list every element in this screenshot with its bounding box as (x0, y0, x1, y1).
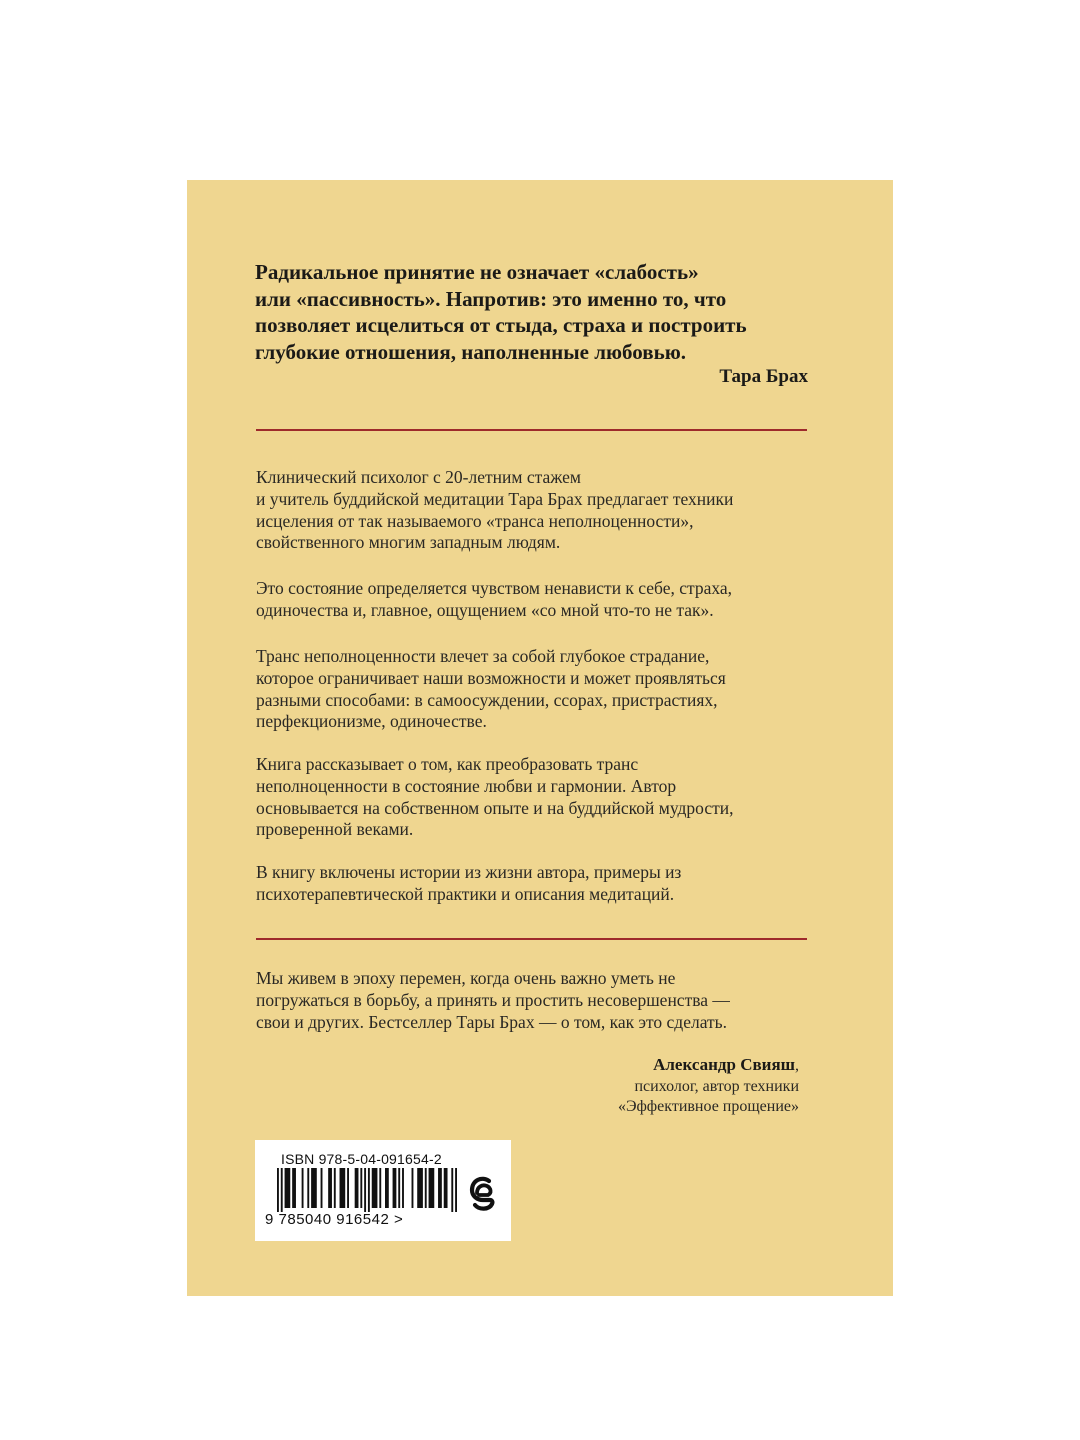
barcode-bar (364, 1168, 366, 1212)
description-paragraph-3: Транс неполноценности влечет за собой глубокое страдание, которое ограничивает наши возможности и может проявляться разными способами: в самоосуждении, ссорах, пристрастиях, перфекционизме, одиночестве. (256, 646, 726, 732)
barcode-bar (285, 1168, 291, 1208)
isbn-label: ISBN 978-5-04-091654-2 (281, 1151, 442, 1167)
barcode-bar (347, 1168, 349, 1208)
endorser-name-suffix: , (795, 1057, 799, 1074)
barcode-bar (281, 1168, 283, 1212)
barcode-bar (451, 1168, 453, 1212)
barcode-bar (444, 1168, 448, 1208)
endorser-role-line-1: психолог, автор техники (634, 1077, 799, 1095)
endorser-block (520, 1054, 799, 1118)
eksmo-logo-icon (468, 1172, 498, 1214)
endorsement-text: Мы живем в эпоху перемен, когда очень важно уметь не погружаться в борьбу, а принять и простить несовершенства — свои и других. Бестселлер Тары Брах — о том, как это сделать. (256, 968, 730, 1032)
barcode (277, 1168, 457, 1212)
barcode-bar (340, 1168, 346, 1208)
description-paragraph-4: Книга рассказывает о том, как преобразовать транс неполноценности в состояние любви и гармонии. Автор основывается на собственном опыте и на буддийской мудрости, проверенной веками. (256, 754, 734, 840)
description-paragraph-5: В книгу включены истории из жизни автора, примеры из психотерапевтической практики и описания медитаций. (256, 862, 682, 904)
barcode-bar (360, 1168, 362, 1208)
barcode-bar (311, 1168, 317, 1208)
barcode-bar (393, 1168, 397, 1208)
barcode-bar (412, 1168, 414, 1208)
barcode-bar (321, 1168, 323, 1208)
quote-author: Тара Брах (719, 366, 808, 387)
barcode-bar (355, 1168, 359, 1208)
barcode-bar (438, 1168, 442, 1208)
barcode-bar (398, 1168, 400, 1208)
endorser-role-line-2: «Эффективное прощение» (617, 1098, 799, 1115)
barcode-bar (368, 1168, 370, 1212)
barcode-bar (379, 1168, 381, 1208)
divider-top (256, 429, 807, 431)
cover-quote: Радикальное принятие не означает «слабость» или «пассивность». Напротив: это именно то, что позволяет исцелиться от стыда, страха и построить глубокие отношения, наполненные любовью. (255, 260, 747, 364)
divider-bottom (256, 938, 807, 940)
barcode-bar (307, 1168, 309, 1208)
barcode-bar (385, 1168, 389, 1208)
barcode-panel (255, 1140, 511, 1241)
endorser-name: Александр Свияш (653, 1055, 795, 1074)
barcode-bar (372, 1168, 378, 1208)
barcode-bar (277, 1168, 279, 1212)
barcode-bar (455, 1168, 457, 1212)
barcode-bar (292, 1168, 296, 1208)
barcode-bar (302, 1168, 304, 1208)
barcode-digits: 9 785040 916542 > (265, 1211, 404, 1228)
barcode-bar (417, 1168, 423, 1208)
barcode-bar (328, 1168, 332, 1208)
description-paragraph-1: Клинический психолог с 20-летним стажем и учитель буддийской медитации Тара Брах предлагает техники исцеления от так называемого «транса неполноценности», свойственного многим западным людям. (256, 467, 734, 553)
barcode-bar (334, 1168, 336, 1208)
description-paragraph-2: Это состояние определяется чувством ненависти к себе, страха, одиночества и, главное, ощущением «со мной что-то не так». (256, 578, 733, 620)
barcode-bar (402, 1168, 404, 1208)
barcode-bar (425, 1168, 427, 1208)
barcode-bar (429, 1168, 435, 1208)
